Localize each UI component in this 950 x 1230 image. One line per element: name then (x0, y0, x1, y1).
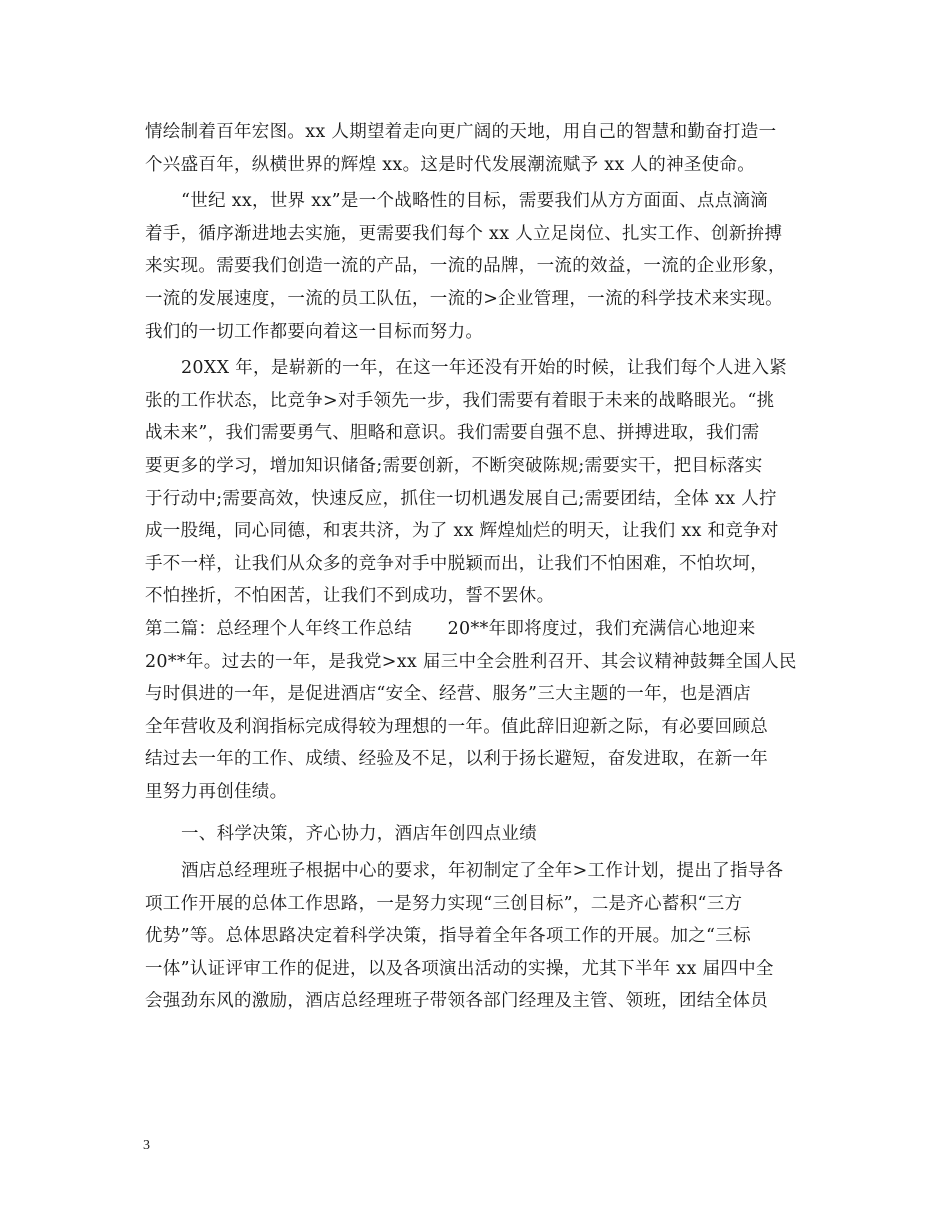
paragraph-start-line: 20XX 年，是崭新的一年，在这一年还没有开始的时候，让我们每个人进入紧 (181, 358, 788, 379)
text-line: 项工作开展的总体工作思路，一是努力实现“三创目标”，二是齐心蓄积“三方 (145, 893, 743, 914)
text-line: 结过去一年的工作、成绩、经验及不足，以利于扬长避短，奋发进取，在新一年 (145, 749, 768, 770)
text-line: 不怕挫折，不怕困苦，让我们不到成功，誓不罢休。 (145, 586, 555, 607)
text-line: 战未来”，我们需要勇气、胆略和意识。我们需要自强不息、拼搏进取，我们需 (145, 423, 760, 444)
text-line: 着手，循序渐进地去实施，更需要我们每个 xx 人立足岗位、扎实工作、创新拚搏 (145, 223, 783, 244)
text-line: 成一股绳，同心同德，和衷共济，为了 xx 辉煌灿烂的明天，让我们 xx 和竞争对 (145, 521, 779, 542)
text-line: 来实现。需要我们创造一流的产品，一流的品牌，一流的效益，一流的企业形象， (145, 256, 786, 277)
text-line: 情绘制着百年宏图。xx 人期望着走向更广阔的天地，用自己的智慧和勤奋打造一 (145, 122, 777, 142)
paragraph-start-line: “世纪 xx，世界 xx”是一个战略性的目标，需要我们从方方面面、点点滴滴 (181, 191, 769, 212)
text-line: 张的工作状态，比竞争>对手领先一步，我们需要有着眼于未来的战略眼光。“挑 (145, 390, 775, 411)
text-line: 一体”认证评审工作的促进，以及各项演出活动的实操，尤其下半年 xx 届四中全 (145, 958, 774, 979)
text-line: 我们的一切工作都要向着这一目标而努力。 (145, 321, 484, 342)
text-line: 会强劲东风的激励，酒店总经理班子带领各部门经理及主管、领班，团结全体员 (145, 991, 768, 1012)
text-line: 手不一样，让我们从众多的竞争对手中脱颖而出，让我们不怕困难，不怕坎坷， (145, 553, 768, 574)
subheading-line: 一、科学决策，齐心协力，酒店年创四点业绩 (181, 824, 537, 845)
text-line: 里努力再创佳绩。 (145, 781, 288, 802)
text-line: 全年营收及利润指标完成得较为理想的一年。值此辞旧迎新之际，有必要回顾总 (145, 716, 768, 737)
text-line: 20**年。过去的一年，是我党>xx 届三中全会胜利召开、其会议精神鼓舞全国人民 (145, 651, 797, 672)
text-line: 优势”等。总体思路决定着科学决策，指导着全年各项工作的开展。加之“三标 (145, 926, 751, 947)
text-line: 要更多的学习，增加知识储备;需要创新，不断突破陈规;需要实干，把目标落实 (145, 455, 763, 476)
text-line: 于行动中;需要高效，快速反应，抓住一切机遇发展自己;需要团结，全体 xx 人拧 (145, 488, 777, 509)
text-line: 与时俱进的一年，是促进酒店“安全、经营、服务”三大主题的一年，也是酒店 (145, 684, 751, 705)
paragraph-start-line: 酒店总经理班子根据中心的要求，年初制定了全年>工作计划，提出了指导各 (181, 861, 784, 882)
page-number: 3 (143, 1138, 150, 1153)
section-heading-line: 第二篇：总经理个人年终工作总结 20**年即将度过，我们充满信心地迎来 (145, 618, 756, 639)
body-text (145, 116, 815, 1018)
text-line: 一流的发展速度，一流的员工队伍，一流的>企业管理，一流的科学技术来实现。 (145, 288, 783, 309)
text-line: 个兴盛百年，纵横世界的辉煌 xx。这是时代发展潮流赋予 xx 人的神圣使命。 (145, 154, 756, 175)
